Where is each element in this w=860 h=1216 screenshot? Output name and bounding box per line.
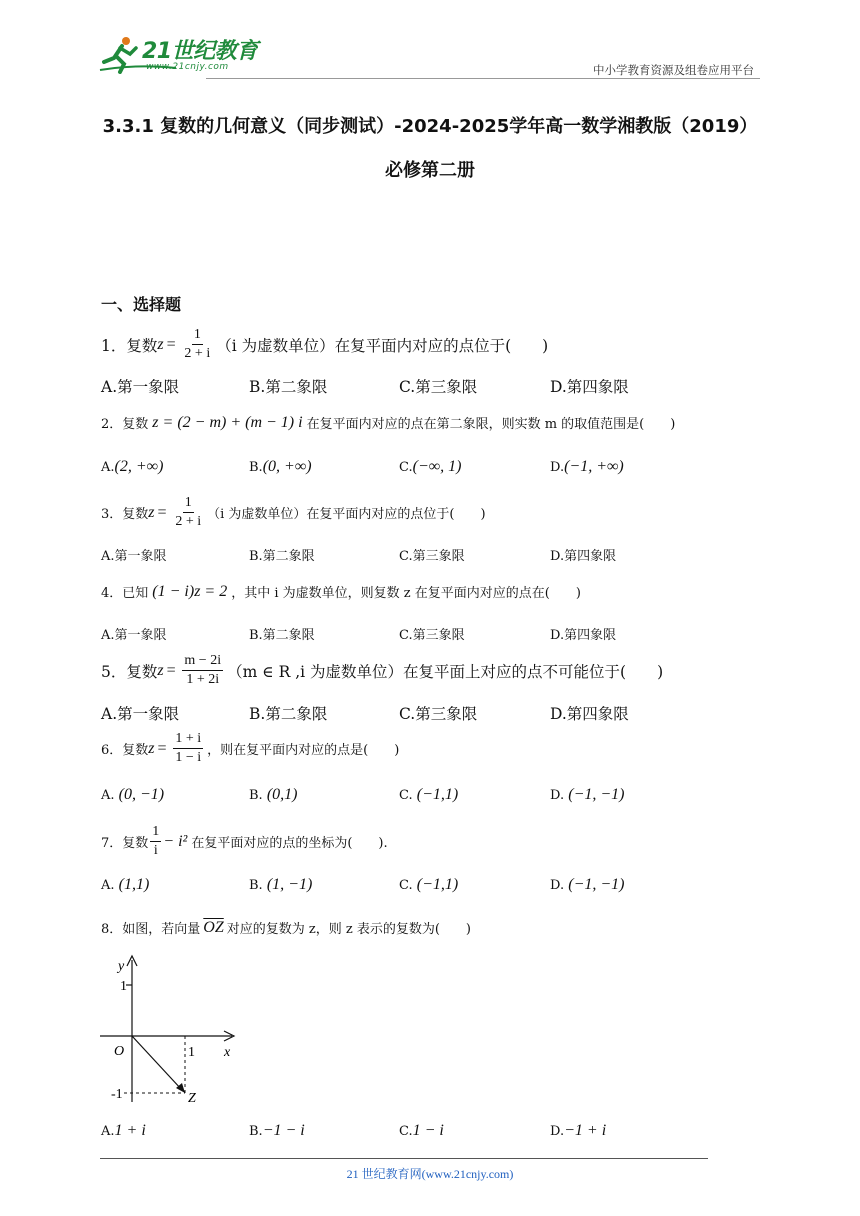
option-a[interactable]: A. 1 + i — [101, 1122, 146, 1139]
question-4 — [101, 582, 581, 601]
question-number: 2． — [101, 417, 123, 432]
option-d[interactable]: D. (−1, −1) — [550, 876, 625, 893]
math-variable: z — [157, 335, 164, 353]
option-d[interactable]: D.第四象限 — [550, 628, 617, 643]
option-c[interactable]: C. 1 − i — [399, 1122, 444, 1139]
question-1: 1． 复数 z = $\frac{1}{2 + i}$ （i 为虚数单位）在复平面内对应的点位于( ) — [101, 327, 549, 361]
math-variable: z — [148, 739, 155, 757]
option-b[interactable]: B. (0, +∞) — [249, 458, 312, 475]
option-c[interactable]: C. (−1,1) — [399, 786, 459, 803]
option-c[interactable]: C. (−∞, 1) — [399, 458, 462, 475]
question-number: 5． — [101, 662, 127, 681]
x-tick-label: 1 — [188, 1045, 195, 1060]
option-a[interactable]: A.第一象限 — [101, 628, 167, 643]
fraction-denominator: 2 + i — [175, 514, 202, 529]
complex-plane-figure — [96, 952, 246, 1112]
option-b[interactable]: B. (1, −1) — [249, 876, 313, 893]
math-fraction — [173, 494, 203, 531]
math-fraction — [173, 730, 203, 767]
brand-url: www.21cnjy.com — [146, 62, 229, 72]
header-divider — [206, 78, 760, 79]
option-b[interactable]: B.第二象限 — [249, 378, 328, 396]
option-c[interactable]: C.第三象限 — [399, 378, 478, 396]
question-prefix: 复数 — [122, 417, 149, 432]
question-text: （i 为虚数单位）在复平面内对应的点位于( ) — [216, 336, 549, 355]
question-prefix: 如图，若向量 — [122, 922, 201, 937]
option-a[interactable]: A. (0, −1) — [101, 786, 165, 803]
question-number: 7． — [101, 836, 123, 851]
option-b[interactable]: B.第二象限 — [249, 549, 315, 564]
math-fraction — [182, 326, 212, 363]
fraction-denominator: 1 − i — [175, 750, 202, 765]
y-tick-label: 1 — [120, 979, 127, 994]
option-c[interactable]: C.第三象限 — [399, 705, 478, 723]
fraction-numerator: 1 — [150, 823, 161, 842]
math-variable: z — [148, 503, 155, 521]
question-number: 6． — [101, 743, 123, 758]
option-a[interactable]: A. (2, +∞) — [101, 458, 164, 475]
question-8 — [101, 918, 471, 937]
page-header — [96, 30, 760, 82]
footer-link[interactable]: 21 世纪教育网(www.21cnjy.com) — [346, 1167, 514, 1181]
origin-label: O — [114, 1044, 125, 1059]
question-text: （i 为虚数单位）在复平面内对应的点位于( ) — [207, 507, 486, 522]
question-2 — [101, 413, 675, 432]
fraction-numerator: m − 2i — [182, 652, 223, 671]
option-d[interactable]: D. −1 + i — [550, 1122, 607, 1139]
question-text: （m ∈ R ,i 为虚数单位）在复平面上对应的点不可能位于( ) — [227, 662, 664, 681]
fraction-numerator: 1 + i — [173, 730, 203, 749]
math-expression: (1 − i)z = 2 — [152, 582, 228, 600]
question-number: 8． — [101, 922, 123, 937]
question-5: 5． 复数 z = $\frac{m - 2i}{1 + 2i}$ （m ∈ R ,i 为虚数单位）在复平面上对应的点不可能位于( ) — [101, 653, 664, 687]
option-b[interactable]: B. (0,1) — [249, 786, 298, 803]
question-prefix: 复数 — [126, 662, 158, 681]
fraction-denominator: 1 + 2i — [186, 672, 220, 687]
fraction-denominator: 2 + i — [184, 346, 211, 361]
math-fraction — [182, 652, 223, 689]
vector-oz: $\overline{OZ}$ — [203, 918, 224, 936]
question-text: 在复平面对应的点的坐标为( ). — [191, 836, 388, 851]
fraction-denominator: i — [153, 843, 158, 858]
document-title-line1: 3.3.1 复数的几何意义（同步测试）-2024-2025学年高一数学湘教版（2019） — [102, 116, 758, 137]
option-c[interactable]: C. (−1,1) — [399, 876, 459, 893]
option-a[interactable]: A.第一象限 — [101, 549, 167, 564]
option-d[interactable]: D. (−1, −1) — [550, 786, 625, 803]
question-3: 3． 复数 z = $\frac{1}{2 + i}$ （i 为虚数单位）在复平面内对应的点位于( ) — [101, 495, 486, 529]
document-title-line2: 必修第二册 — [385, 160, 475, 181]
question-prefix: 复数 — [126, 336, 158, 355]
x-axis-label: x — [224, 1045, 231, 1060]
neg-y-tick-label: -1 — [111, 1087, 123, 1102]
vector-oz-line — [132, 1036, 182, 1090]
option-a[interactable]: A.第一象限 — [101, 378, 180, 396]
question-prefix: 已知 — [122, 586, 149, 601]
option-a[interactable]: A. (1,1) — [101, 876, 150, 893]
question-text: ，其中 i 为虚数单位，则复数 z 在复平面内对应的点在( ) — [231, 586, 581, 601]
question-text: ，则在复平面内对应的点是( ) — [207, 743, 400, 758]
question-7 — [101, 823, 388, 860]
question-number: 1． — [101, 336, 127, 355]
math-variable: z — [157, 661, 164, 679]
option-d[interactable]: D. (−1, +∞) — [550, 458, 624, 475]
question-number: 3． — [101, 507, 123, 522]
fraction-numerator: 1 — [192, 326, 203, 345]
question-6: 6． 复数 z = $\frac{1 + i}{1 - i}$ ，则在复平面内对应的点是( ) — [101, 731, 400, 765]
option-d[interactable]: D.第四象限 — [550, 549, 617, 564]
fraction-numerator: 1 — [183, 494, 194, 513]
question-prefix: 复数 — [122, 743, 149, 758]
question-text: 在复平面内对应的点在第二象限，则实数 m 的取值范围是( ) — [306, 417, 676, 432]
option-b[interactable]: B.第二象限 — [249, 705, 328, 723]
question-text: 对应的复数为 z，则 z 表示的复数为( ) — [226, 922, 471, 937]
footer-divider — [100, 1158, 708, 1159]
question-prefix: 复数 — [122, 836, 149, 851]
platform-tagline: 中小学教育资源及组卷应用平台 — [593, 63, 754, 77]
math-fraction — [150, 823, 161, 860]
question-prefix: 复数 — [122, 507, 149, 522]
math-expression: − i² — [163, 832, 188, 850]
point-z-label: Z — [188, 1091, 196, 1106]
option-a[interactable]: A.第一象限 — [101, 705, 180, 723]
y-axis-label: y — [118, 959, 125, 974]
option-b[interactable]: B. −1 − i — [249, 1122, 305, 1139]
option-b[interactable]: B.第二象限 — [249, 628, 315, 643]
brand-name: 21世纪教育 — [142, 39, 258, 64]
option-c[interactable]: C.第三象限 — [399, 628, 465, 643]
section-heading: 一、选择题 — [101, 295, 182, 314]
question-number: 4． — [101, 586, 123, 601]
option-d[interactable]: D.第四象限 — [550, 378, 629, 396]
math-expression: z = (2 − m) + (m − 1) i — [152, 413, 303, 431]
option-c[interactable]: C.第三象限 — [399, 549, 465, 564]
option-d[interactable]: D.第四象限 — [550, 705, 629, 723]
